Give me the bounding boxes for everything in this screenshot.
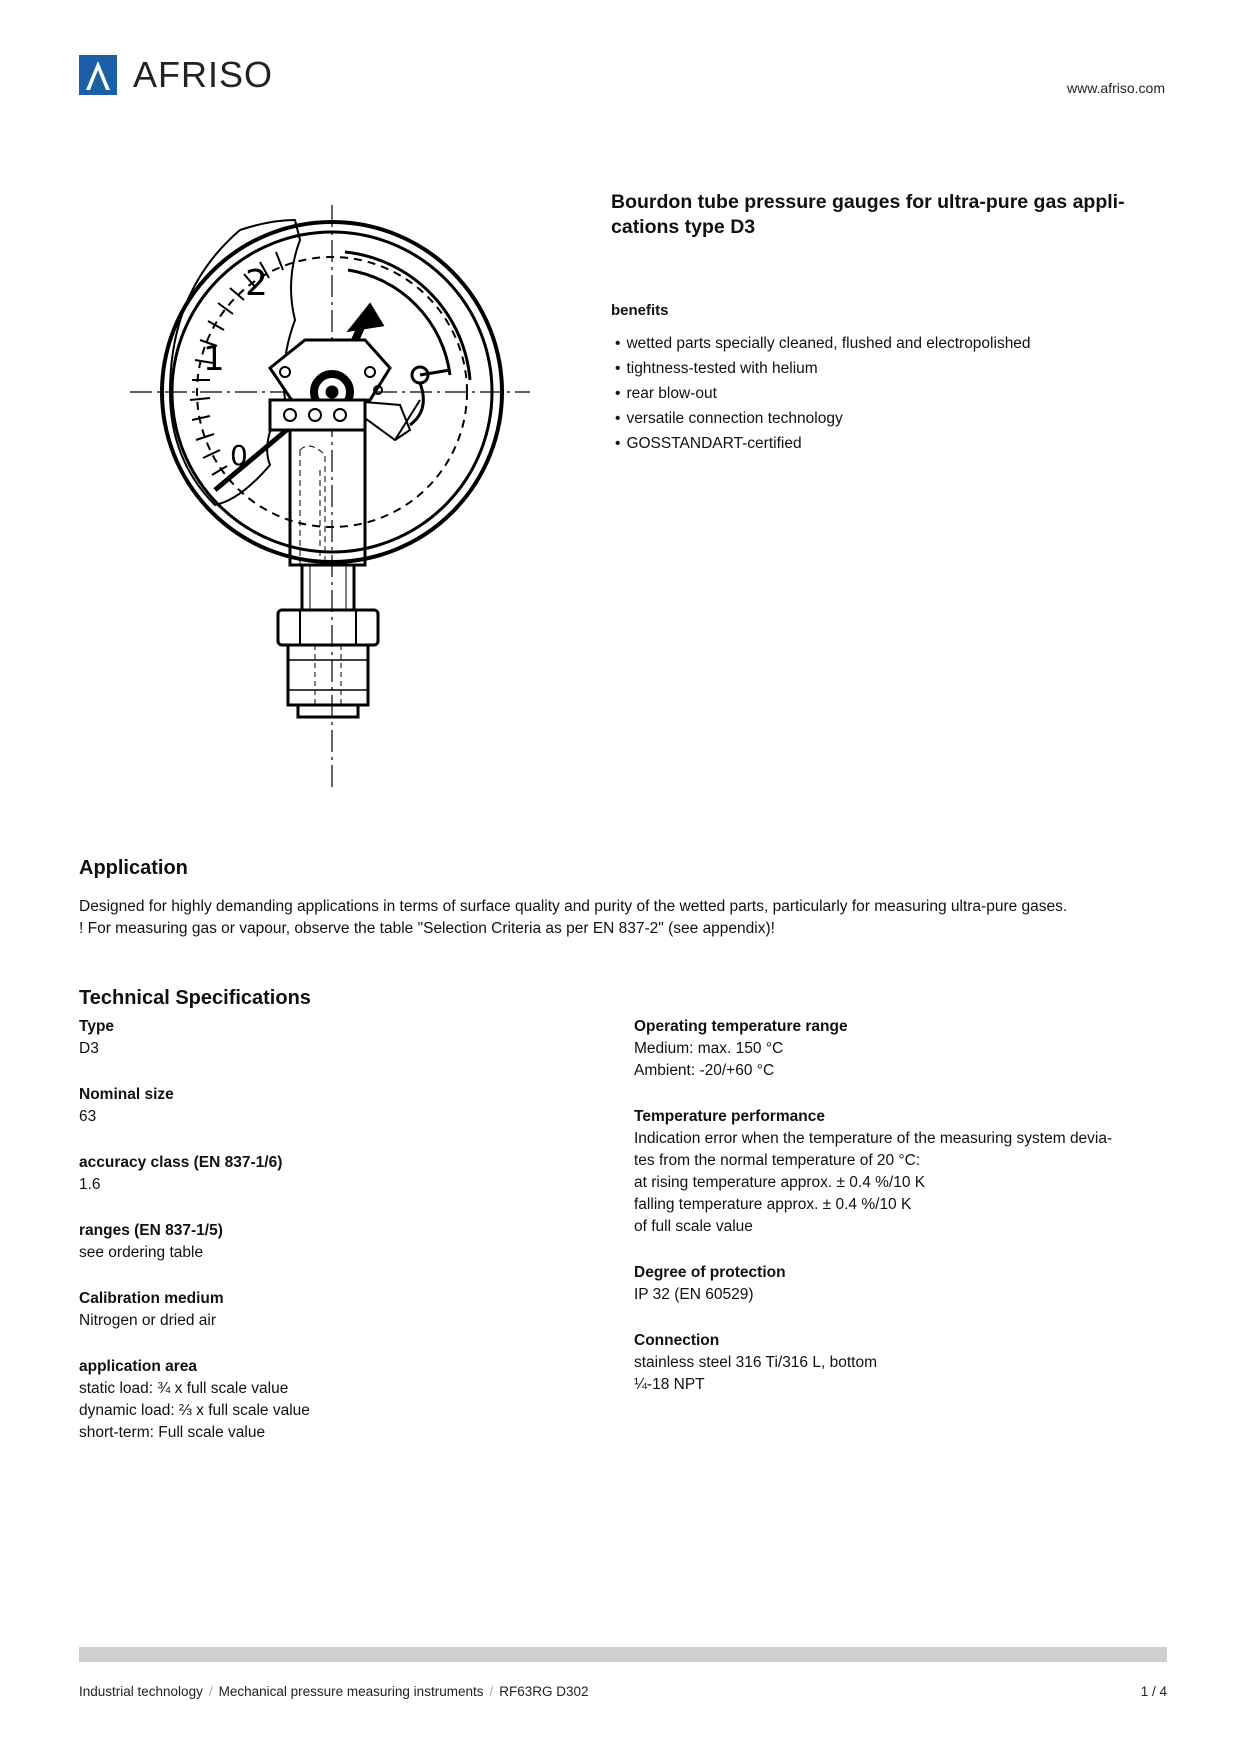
spec-type xyxy=(79,1016,114,1060)
spec-label: Temperature performance xyxy=(634,1108,825,1125)
footer-divider-bar xyxy=(79,1647,1167,1662)
spec-connection xyxy=(634,1330,877,1396)
spec-label: Connection xyxy=(634,1332,720,1349)
product-title-line2: cations type D3 xyxy=(611,216,756,238)
benefit-item: • versatile connection technology xyxy=(615,406,1031,431)
afriso-logo xyxy=(79,55,273,95)
benefit-item: • rear blow-out xyxy=(615,381,1031,406)
spec-value: Medium: max. 150 °C xyxy=(634,1040,784,1057)
application-line1: Designed for highly demanding applications in terms of surface quality and purity of the wetted parts, particularly for measuring ultra-pure gases. xyxy=(79,898,1068,915)
spec-degree-of-protection xyxy=(634,1262,786,1306)
spec-value: 63 xyxy=(79,1108,97,1125)
breadcrumb-item[interactable]: RF63RG D302 xyxy=(499,1684,589,1699)
spec-label: Operating temperature range xyxy=(634,1018,848,1035)
page-number: 1 / 4 xyxy=(1140,1684,1167,1699)
logo-text: AFRISO xyxy=(133,54,274,95)
spec-value: static load: ¾ x full scale value xyxy=(79,1380,289,1397)
spec-ranges xyxy=(79,1220,223,1264)
dial-label-2: 2 xyxy=(245,263,268,304)
breadcrumb-separator: / xyxy=(489,1684,494,1699)
spec-value: of full scale value xyxy=(634,1218,753,1235)
breadcrumb-item[interactable]: Industrial technology xyxy=(79,1684,203,1699)
spec-label: Degree of protection xyxy=(634,1264,786,1281)
breadcrumb-item[interactable]: Mechanical pressure measuring instruments xyxy=(218,1684,484,1699)
application-line2: ! For measuring gas or vapour, observe the table "Selection Criteria as per EN 837-2" (see appendix)! xyxy=(79,920,775,937)
spec-temperature-performance xyxy=(634,1106,1112,1238)
dial-label-1: 1 xyxy=(203,339,225,379)
spec-value: dynamic load: ⅔ x full scale value xyxy=(79,1402,310,1419)
spec-label: application area xyxy=(79,1358,198,1375)
spec-label: ranges (EN 837-1/5) xyxy=(79,1222,223,1239)
spec-value: Indication error when the temperature of the measuring system devia- xyxy=(634,1130,1113,1147)
spec-calibration-medium xyxy=(79,1288,224,1332)
spec-label: Nominal size xyxy=(79,1086,174,1103)
spec-value: D3 xyxy=(79,1040,99,1057)
breadcrumb-separator: / xyxy=(208,1684,213,1699)
spec-value: see ordering table xyxy=(79,1244,204,1261)
spec-label: Calibration medium xyxy=(79,1290,224,1307)
benefit-item: • tightness-tested with helium xyxy=(615,356,1031,381)
pressure-gauge-drawing xyxy=(120,200,560,800)
spec-value: Ambient: -20/+60 °C xyxy=(634,1062,775,1079)
benefit-item: • wetted parts specially cleaned, flushed and electropolished xyxy=(615,331,1031,356)
tech-specs-title: Technical Specifications xyxy=(79,987,311,1009)
benefits-list xyxy=(615,331,1031,456)
product-title xyxy=(611,190,1171,240)
spec-value: at rising temperature approx. ± 0.4 %/10 K xyxy=(634,1174,926,1191)
dial-label-0: 0 xyxy=(230,439,248,472)
benefit-item: • GOSSTANDART-certified xyxy=(615,431,1031,456)
spec-value: stainless steel 316 Ti/316 L, bottom xyxy=(634,1354,877,1371)
application-text xyxy=(79,896,1179,940)
application-title: Application xyxy=(79,857,188,879)
spec-value: tes from the normal temperature of 20 °C: xyxy=(634,1152,921,1169)
spec-value: falling temperature approx. ± 0.4 %/10 K xyxy=(634,1196,912,1213)
spec-value: Nitrogen or dried air xyxy=(79,1312,216,1329)
spec-value: ¼-18 NPT xyxy=(634,1376,705,1393)
spec-operating-temperature xyxy=(634,1016,848,1082)
spec-label: Type xyxy=(79,1018,115,1035)
spec-label: accuracy class (EN 837-1/6) xyxy=(79,1154,283,1171)
spec-value: short-term: Full scale value xyxy=(79,1424,266,1441)
spec-accuracy-class xyxy=(79,1152,282,1196)
website-link[interactable]: www.afriso.com xyxy=(1066,80,1165,96)
spec-value: 1.6 xyxy=(79,1176,101,1193)
benefits-heading: benefits xyxy=(611,302,669,319)
product-title-line1: Bourdon tube pressure gauges for ultra-pure gas appli- xyxy=(611,191,1125,213)
spec-value: IP 32 (EN 60529) xyxy=(634,1286,754,1303)
afriso-logo-icon xyxy=(79,55,117,95)
footer xyxy=(79,1684,1167,1699)
spec-nominal-size xyxy=(79,1084,174,1128)
spec-application-area xyxy=(79,1356,310,1444)
